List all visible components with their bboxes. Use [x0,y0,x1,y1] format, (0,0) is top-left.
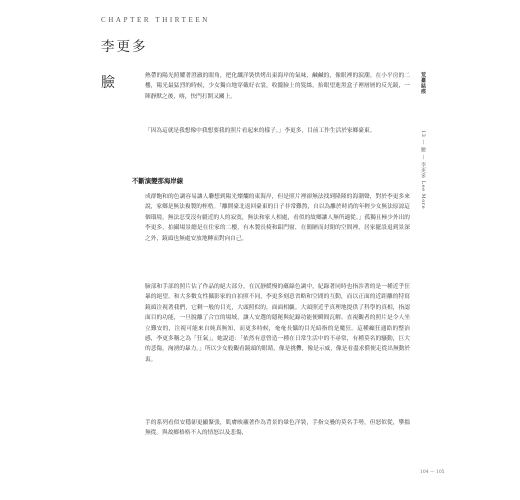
side-chapter-info: 13 — 臉 — 李更多 Lee More [420,130,426,210]
chapter-label: CHAPTER THIRTEEN [101,16,210,24]
side-book-title: 荒臺誌痕 [420,72,426,94]
paragraph-4: 臉部和手部的照片佔了作品的絕大部分，在沉靜緩慢的蘊綠色調中，紀錄著同時也指涉著的是一種近乎狂暴的絕望。和大多數女性攝影家的自拍照不同，李更多刻意省略和空間的互動，而以正面的近距離的特寫鏡頭注視著我們，它剩一般的目光，大頭照似的，面面相覷。大頭照近乎真理地提供了科學的真相，指認面目的功能，一旦脫離了合宜的場域，讓人安選的隱秘與紀錄功能便瞬間瓦解。直視觀者的照片是令人坐立難安的，注視可能來自純真無知，而更多時候，奄奄長懾的目光暗指的是魔狂。這種癲狂通絡的整治感，李更多稱之為「狂氣」，她說道：「依然有意營造一種在日常生活中的不尋常，有種莫名的騷動，巨大的悲傷，洶湧的暴力。」所以少女般觀看鏡頭的眼睛，像是挑釁，像是示威，像是看盡求償便走從出無動於衷。 [145,284,410,363]
section-char: 臉 [101,75,115,91]
page-number: 104 — 105 [420,470,445,475]
paragraph-3: 成群飽和的色調容易讓人聯想到陽光燦爛的東海岸，但是照片裡卻無法找到隆隆的海潮聲，對於李更多來說，家鄉是無法複製的桎梏。「離開臺北返回臺東的日子非常難熬，自以為離於時尚的年輕少女無法原諒這個環境，無法忍受沒有疆近的人的寂寞，無法和家人相處，看似的故鄉讓人無所適從。」孤獨且極少外出的李更多，拍攝場景總是在住家的二樓，有木製長椅和鋁門窗，在簡陋而封閉的空間裡，居家擺設退到景深之外，鏡頭也無處安放地轉而對向自己。 [145,194,410,242]
paragraph-2: 「因為這就是我想像中我想要我的照片看起來的樣子。」李更多，目前工作生活於家鄉臺東。 [145,128,376,134]
chapter-title: 李更多 [101,39,148,55]
paragraph-5: 手的系列看似安穩卻更顯緊張，肌膚映襯著作為背景的暈色洋裝，手指交疊的莫名手勢，但怒似從，攀搵無從。與故鄉格格不入的情怒以及悲傷， [145,420,410,437]
section-heading: 不斷演變那海岸線 [132,177,184,185]
paragraph-1: 熱帶的陽光照耀著澄澈的眼角，把化纖洋裝烘烤出東海岸的氣味，鹹鹹的，像眼裡的淚潮。在小平房的二樓，陽光最猛烈的時候，少女獨自地穿戴好衣裳，收攏臉上的髮絲，抬眼望進黑盒子裡層層的反光鏡，一陣靜默之後，喀，快門打開又關上。 [145,73,410,100]
